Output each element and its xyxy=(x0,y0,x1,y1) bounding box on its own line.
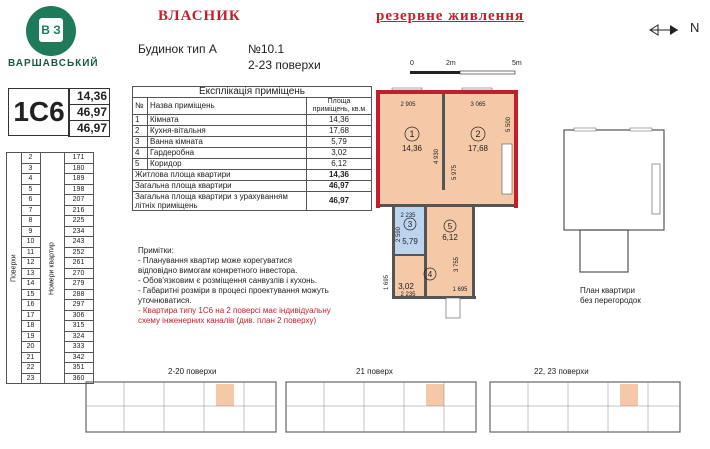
north-label: N xyxy=(690,20,700,35)
plan-caption-line2: без перегородок xyxy=(580,296,641,305)
plan-without-partitions xyxy=(560,124,680,284)
note-0: - Планування квартир може корегуватися відповідно вимогам конкретного інвестора. xyxy=(138,256,298,275)
col-num: № xyxy=(133,98,148,115)
room3-number: 3 xyxy=(407,220,413,229)
apt-num: 234 xyxy=(64,226,93,237)
floor-num: 3 xyxy=(21,163,40,174)
dim-2: 5 500 xyxy=(506,116,512,132)
floor-num: 2 xyxy=(21,153,40,164)
room-row xyxy=(133,148,372,159)
dim-10: 2 235 xyxy=(400,292,416,298)
room-num: 5 xyxy=(133,159,148,170)
area-total-summer: 46,97 xyxy=(76,121,107,135)
plan-caption-line1: План квартири xyxy=(580,286,635,295)
total-value: 46,97 xyxy=(307,181,372,192)
floor-num: 13 xyxy=(21,268,40,279)
note-1: - Обов'язковим є розміщення санвузлів і кухонь. xyxy=(138,276,317,285)
dim-6: 2 590 xyxy=(396,226,402,242)
floor-num: 14 xyxy=(21,279,40,290)
room5-area: 6,12 xyxy=(442,233,458,242)
scale-end: 5m xyxy=(512,60,522,67)
scale-zero: 0 xyxy=(410,60,414,67)
mini-plan-22-23 xyxy=(488,378,688,440)
floor-num: 15 xyxy=(21,289,40,300)
apt-num: 252 xyxy=(64,247,93,258)
apt-num: 315 xyxy=(64,321,93,332)
dim-3: 4 930 xyxy=(434,148,440,164)
apt-num: 243 xyxy=(64,237,93,248)
logo-name: ВАРШАВСЬКИЙ xyxy=(8,58,99,69)
floor-num: 11 xyxy=(21,247,40,258)
col-name: Назва приміщень xyxy=(148,98,307,115)
apt-num: 333 xyxy=(64,342,93,353)
apartment-areas xyxy=(68,88,110,137)
explication-table xyxy=(132,86,372,211)
floor-num: 18 xyxy=(21,321,40,332)
room1-number: 1 xyxy=(409,129,415,139)
room-name: Кімната xyxy=(148,115,307,126)
dim-8: 1 695 xyxy=(384,274,390,290)
total-label: Загальна площа квартири xyxy=(133,181,307,192)
floor-num: 7 xyxy=(21,205,40,216)
room-row xyxy=(133,115,372,126)
apt-num: 171 xyxy=(64,153,93,164)
notes-title: Примітки: xyxy=(138,246,174,255)
living-value: 14,36 xyxy=(307,170,372,181)
apt-num: 261 xyxy=(64,258,93,269)
apt-num: 207 xyxy=(64,195,93,206)
area-living: 14,36 xyxy=(69,89,109,105)
floor-num: 23 xyxy=(21,373,40,384)
dim-4: 5 975 xyxy=(452,164,458,180)
floor-num: 20 xyxy=(21,342,40,353)
room2-number: 2 xyxy=(475,129,481,139)
room-area: 14,36 xyxy=(307,115,372,126)
apt-num: 351 xyxy=(64,363,93,374)
room-area: 5,79 xyxy=(307,137,372,148)
floor-num: 5 xyxy=(21,184,40,195)
room-area: 3,02 xyxy=(307,148,372,159)
total-summer-label: Загальна площа квартири з урахуванням літніх приміщень xyxy=(133,192,307,211)
room1-area: 14,36 xyxy=(401,144,423,153)
scale-bar xyxy=(410,70,520,76)
apt-num: 288 xyxy=(64,289,93,300)
apartment-floor-plan xyxy=(372,84,527,329)
mini-plan-2-20 xyxy=(84,378,284,440)
dim-7: 3 755 xyxy=(454,256,460,272)
reserve-power-title: резервне живлення xyxy=(376,8,525,24)
room5-number: 5 xyxy=(447,222,453,231)
dim-9: 1 695 xyxy=(452,287,468,293)
floor-num: 22 xyxy=(21,363,40,374)
scale-mid: 2m xyxy=(446,60,456,67)
room-num: 4 xyxy=(133,148,148,159)
floor-row xyxy=(7,153,94,164)
room-name: Ванна кімната xyxy=(148,137,307,148)
plan-caption xyxy=(580,286,641,306)
apartment-type: 1С6 xyxy=(8,88,70,136)
apt-num: 324 xyxy=(64,331,93,342)
floor-num: 10 xyxy=(21,237,40,248)
mini-plan-label-1: 21 поверх xyxy=(356,367,393,376)
floor-num: 9 xyxy=(21,226,40,237)
room-area: 17,68 xyxy=(307,126,372,137)
room-num: 2 xyxy=(133,126,148,137)
apt-num: 360 xyxy=(64,373,93,384)
room3-area: 5,79 xyxy=(402,237,418,246)
mini-plan-21 xyxy=(284,378,484,440)
notes xyxy=(138,246,338,326)
dim-0: 2 905 xyxy=(400,102,416,108)
mini-plan-label-0: 2-20 поверхи xyxy=(168,367,217,376)
floor-apartment-table xyxy=(6,152,94,384)
room-num: 1 xyxy=(133,115,148,126)
room4-number: 4 xyxy=(427,270,433,279)
note-red: - Квартира типу 1С6 на 2 поверсі має індивідуальну схему інженерних каналів (див. план 2 поверху) xyxy=(138,306,331,325)
room-row xyxy=(133,159,372,170)
apt-num: 216 xyxy=(64,205,93,216)
room-name: Кухня-вітальня xyxy=(148,126,307,137)
living-label: Житлова площа квартири xyxy=(133,170,307,181)
apt-num: 189 xyxy=(64,174,93,185)
apt-num: 297 xyxy=(64,300,93,311)
floor-num: 12 xyxy=(21,258,40,269)
total-summer-value: 46,97 xyxy=(307,192,372,211)
floors-range: 2-23 поверхи xyxy=(248,58,321,72)
room-row xyxy=(133,137,372,148)
floor-num: 19 xyxy=(21,331,40,342)
building-type: Будинок тип А xyxy=(138,42,217,56)
floor-num: 21 xyxy=(21,352,40,363)
room-name: Гардеробна xyxy=(148,148,307,159)
apt-num: 225 xyxy=(64,216,93,227)
explication-title: Експлікація приміщень xyxy=(133,87,372,98)
dim-5: 2 235 xyxy=(400,213,416,219)
floors-header: Поверхи xyxy=(7,153,22,384)
apt-num: 306 xyxy=(64,310,93,321)
floor-num: 16 xyxy=(21,300,40,311)
mini-plan-label-2: 22, 23 поверхи xyxy=(534,367,589,376)
apt-num: 279 xyxy=(64,279,93,290)
room-num: 3 xyxy=(133,137,148,148)
room-name: Коридор xyxy=(148,159,307,170)
room2-area: 17,68 xyxy=(467,144,489,153)
building-number: №10.1 xyxy=(248,42,285,56)
apt-num: 342 xyxy=(64,352,93,363)
area-total: 46,97 xyxy=(69,105,109,121)
floor-num: 17 xyxy=(21,310,40,321)
apt-num: 180 xyxy=(64,163,93,174)
floor-num: 8 xyxy=(21,216,40,227)
floor-num: 6 xyxy=(21,195,40,206)
note-2: - Габаритні розміри в процесі проектування можуть уточнюватися. xyxy=(138,286,329,305)
dim-1: 3 065 xyxy=(470,102,486,108)
room-row xyxy=(133,126,372,137)
col-area: Площа приміщень, кв.м xyxy=(307,98,372,115)
apt-header: Номери квартир xyxy=(40,153,64,384)
logo-letters: В З xyxy=(39,18,63,42)
floor-num: 4 xyxy=(21,174,40,185)
apt-num: 270 xyxy=(64,268,93,279)
apt-num: 198 xyxy=(64,184,93,195)
room-area: 6,12 xyxy=(307,159,372,170)
room4-area: 3,02 xyxy=(398,282,414,291)
owner-title: ВЛАСНИК xyxy=(158,8,241,24)
north-arrow-icon xyxy=(648,22,688,38)
